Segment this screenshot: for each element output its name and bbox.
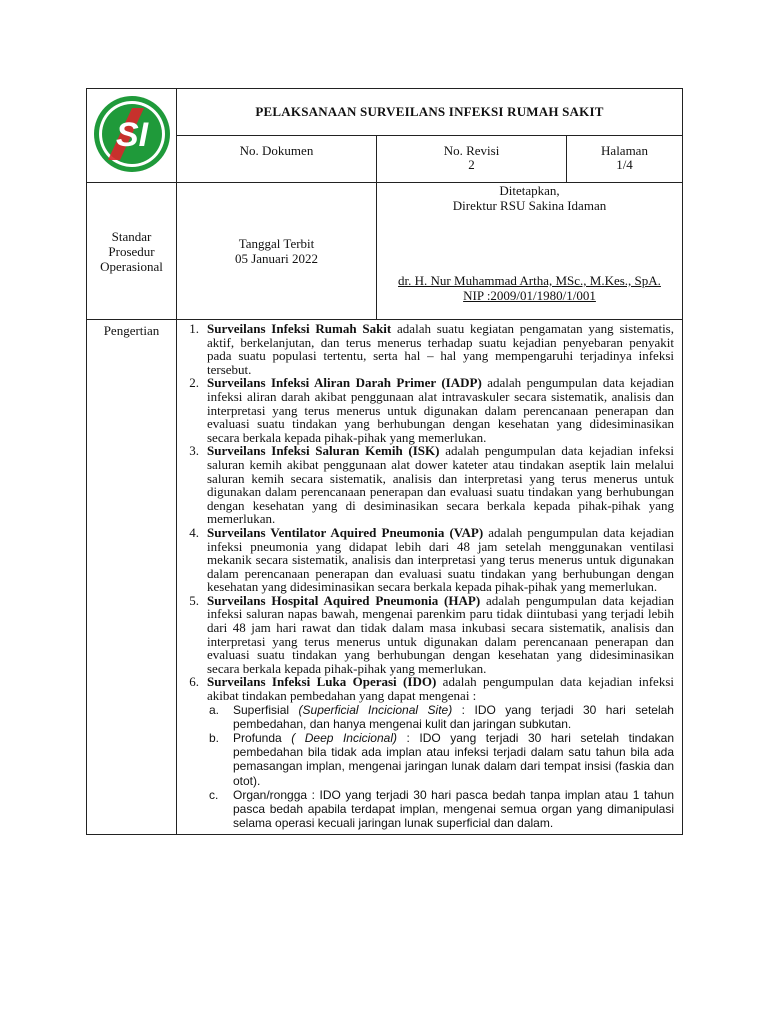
ido-type-text: : IDO yang terjadi 30 hari setelah tindakan pembedahan bila tidak ada implan atau infeksi terjadi dalam satu tahun bila ada pemasangan implan, mengenai jaringan lunak dalam dari tempat insisi (faskia dan otot). [233,731,675,788]
definition-number: 1. [189,321,199,336]
ido-type-item [207,731,674,788]
ditetapkan-cell [377,183,683,320]
ido-type-letter: b. [209,731,220,746]
definition-item [181,594,674,676]
ido-type-name: Superfisial [233,702,299,717]
ido-type-item [207,788,674,831]
direktur-name: dr. H. Nur Muhammad Artha, MSc., M.Kes., SpA. [398,273,661,288]
document-title: PELAKSANAAN SURVEILANS INFEKSI RUMAH SAKIT [177,89,683,136]
definition-item [181,526,674,594]
tanggal-terbit-label: Tanggal Terbit [238,236,315,251]
logo-text: SI [115,116,148,155]
spo-document-table [86,88,683,835]
halaman-cell [567,136,683,183]
definition-number: 5. [189,592,199,608]
definition-list [181,322,674,830]
definition-text: adalah pengumpulan data kejadian infeksi pneumonia yang didapat lebih dari 48 jam setelah menggunakan ventilasi mekanik secara sistematik, analisis dan interpretasi yang terus menerus untuk digunakan dalam perencanaan penerapan dan evaluasi suatu tindakan yang berhubungan dengan kesehatan yang didesiminasikan secara berkala kepada pihak-pihak yang memerlukan. [207,524,674,595]
pengertian-content [177,320,683,835]
spo-line-1: Standar [111,228,152,244]
definition-term: Surveilans Hospital Aquired Pneumonia (HAP) [207,592,481,608]
no-revisi-value: 2 [468,156,475,172]
definition-item [181,376,674,444]
halaman-value: 1/4 [616,156,633,172]
ido-type-item [207,703,674,731]
ido-type-text: : IDO yang terjadi 30 hari pasca bedah tanpa implan atau 1 tahun pasca bedah apabila terdapat implan, mengenai semua organ yang dimanipulasi selama operasi kecuali jaringan lunak superficial dan dalam. [233,787,674,831]
pengertian-label: Pengertian [87,320,177,835]
direktur-nip: NIP :2009/01/1980/1/001 [463,288,596,303]
definition-text: adalah pengumpulan data kejadian infeksi saluran napas bawah, mengenai parenkim paru tidak diintubasi yang terjadi lebih dari 48 jam hari rawat dan tidak dalam masa inkubasi secara sistematik, analisis dan interpretasi yang terus menerus untuk digunakan dalam perencanaan penerapan dan evaluasi suatu tindakan yang berhubungan dengan kesehatan yang didesiminasikan secara berkala kepada pihak-pihak yang memerlukan. [207,592,674,676]
ido-type-latin: (Superficial Incicional Site) [298,702,453,717]
no-revisi-label: No. Revisi [443,143,500,158]
definition-number: 4. [189,524,199,540]
direktur-label: Direktur RSU Sakina Idaman [452,198,607,213]
ido-type-latin: ( Deep Incicional) [291,731,397,746]
halaman-label: Halaman [601,143,648,158]
ido-type-name: Organ/rongga [233,787,308,802]
definition-term: Surveilans Infeksi Aliran Darah Primer (IADP) [207,375,482,391]
no-revisi-cell [377,136,567,183]
hospital-logo [92,94,172,174]
tanggal-terbit-cell [177,183,377,320]
definition-number: 6. [189,674,199,690]
definition-text: adalah pengumpulan data kejadian infeksi aliran darah akibat penggunaan alat intravaskuler secara sistematik, analisis dan interpretasi yang terus menerus untuk digunakan dalam perencanaan penerapan dan evaluasi suatu tindakan yang berhubungan dengan kesehatan yang didesiminasikan secara berkala kepada pihak-pihak yang memerlukan. [207,375,674,445]
definition-text: adalah pengumpulan data kejadian infeksi saluran kemih akibat penggunaan alat dower kateter atau tindakan aseptik lain melalui saluran kemih secara sistematik, analisis dan interpretasi yang terus menerus untuk digunakan dalam perencanaan penerapan dan evaluasi suatu tindakan yang berhubungan dengan kesehatan yang di desiminasikan secara berkala kepada pihak-pihak yang memerlukan. [207,443,674,527]
definition-term: Surveilans Infeksi Rumah Sakit [207,321,392,336]
spo-line-2: Prosedur [108,243,155,259]
no-dokumen-label: No. Dokumen [239,143,314,158]
definition-number: 2. [189,375,199,391]
spo-label-cell [87,183,177,320]
ido-type-text: : IDO yang terjadi 30 hari setelah pembedahan, dan hanya mengenai kulit dan jaringan subkutan. [233,702,674,731]
definition-item [181,675,674,830]
ido-type-list [207,703,674,831]
definition-term: Surveilans Infeksi Saluran Kemih (ISK) [207,443,440,459]
ido-type-letter: c. [209,787,219,802]
ido-type-letter: a. [209,702,220,717]
spo-line-3: Operasional [100,258,163,274]
definition-text: adalah pengumpulan data kejadian infeksi akibat tindakan pembedahan yang dapat mengenai : [207,674,674,704]
definition-term: Surveilans Infeksi Luka Operasi (IDO) [207,674,437,690]
definition-item [181,322,674,376]
definition-number: 3. [189,443,199,459]
ditetapkan-label: Ditetapkan, [499,183,560,198]
ido-type-name: Profunda [233,731,292,746]
tanggal-terbit-value: 05 Januari 2022 [234,251,319,266]
definition-term: Surveilans Ventilator Aquired Pneumonia (VAP) [207,524,484,540]
logo-cell [87,89,177,183]
definition-item [181,444,674,526]
no-dokumen-cell [177,136,377,183]
definition-text: adalah suatu kegiatan pengamatan yang sistematis, aktif, berkelanjutan, dan terus menerus terhadap suatu kejadian penyebaran penyakit pada suatu populasi tertentu, serta hal – hal yang mempengaruhi terjadinya infeksi tersebut. [207,321,674,377]
